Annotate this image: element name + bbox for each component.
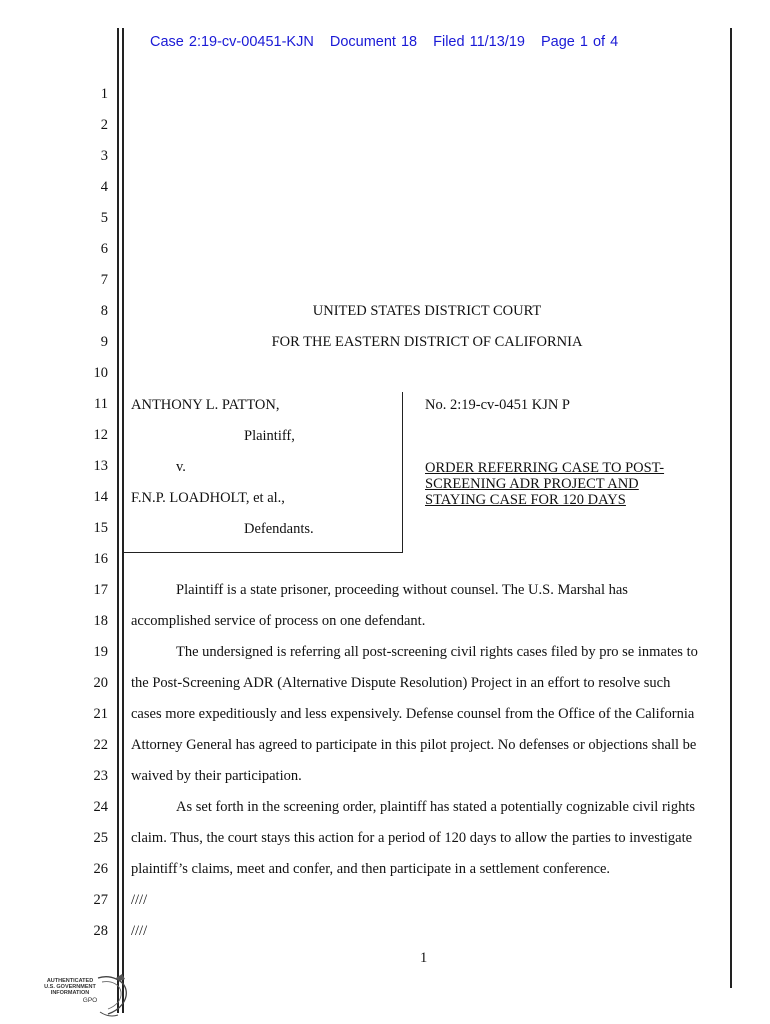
order-title-line: STAYING CASE FOR 120 DAYS [425, 492, 626, 508]
order-title [425, 460, 715, 508]
line-number: 24 [93, 799, 108, 815]
versus: v. [176, 459, 186, 475]
line-number: 17 [93, 582, 108, 598]
line-number: 4 [100, 179, 108, 195]
line-number: 16 [93, 551, 108, 567]
line-number: 27 [93, 892, 108, 908]
right-margin-rule [730, 28, 732, 988]
line-number: 10 [93, 365, 108, 381]
line-number: 9 [100, 334, 108, 350]
body-text-line: //// [131, 892, 148, 908]
line-number: 21 [93, 706, 108, 722]
line-number: 6 [100, 241, 108, 257]
defendant-role: Defendants. [244, 521, 314, 537]
line-number: 26 [93, 861, 108, 877]
body-text-line: accomplished service of process on one defendant. [131, 613, 426, 629]
filed-date: Filed 11/13/19 [433, 34, 525, 50]
plaintiff-name: ANTHONY L. PATTON, [131, 397, 280, 413]
gpo-line-1: AUTHENTICATED [46, 978, 94, 984]
plaintiff-role: Plaintiff, [244, 428, 295, 444]
defendant-name: F.N.P. LOADHOLT, et al., [131, 490, 285, 506]
order-title-line: SCREENING ADR PROJECT AND [425, 476, 639, 492]
body-text-line: As set forth in the screening order, plaintiff has stated a potentially cognizable civil rights [176, 799, 695, 815]
body-text-line: Plaintiff is a state prisoner, proceeding without counsel. The U.S. Marshal has [176, 582, 628, 598]
body-text-line: the Post-Screening ADR (Alternative Dispute Resolution) Project in an effort to resolve such [131, 675, 671, 691]
gpo-line-4: GPO [82, 997, 98, 1004]
line-number: 23 [93, 768, 108, 784]
document-number: Document 18 [329, 34, 418, 50]
page-count: Page 1 of 4 [540, 34, 619, 50]
order-title-line: ORDER REFERRING CASE TO POST- [425, 460, 665, 476]
line-number: 3 [100, 148, 108, 164]
court-name: UNITED STATES DISTRICT COURT [312, 303, 542, 319]
body-text-line: waived by their participation. [131, 768, 302, 784]
line-number: 18 [93, 613, 108, 629]
line-number: 7 [100, 272, 108, 288]
line-number: 13 [93, 458, 108, 474]
gpo-authentication-logo [40, 972, 135, 1020]
body-text-line: plaintiff’s claims, meet and confer, and then participate in a settlement conference. [131, 861, 611, 877]
case-id: Case 2:19-cv-00451-KJN [150, 34, 314, 50]
case-number: No. 2:19-cv-0451 KJN P [425, 397, 570, 413]
gpo-line-2: U.S. GOVERNMENT [44, 984, 96, 990]
page-number: 1 [420, 950, 428, 966]
left-margin-rule-inner [122, 28, 124, 1013]
line-number: 22 [93, 737, 108, 753]
body-text-line: The undersigned is referring all post-screening civil rights cases filed by pro se inmates to [176, 644, 698, 660]
line-number: 14 [93, 489, 108, 505]
body-text-line: //// [131, 923, 148, 939]
line-number: 28 [93, 923, 108, 939]
line-number: 2 [100, 117, 108, 133]
gpo-line-3: INFORMATION [50, 990, 90, 996]
left-margin-rule [117, 28, 119, 1013]
line-number: 1 [100, 86, 108, 102]
line-number: 11 [94, 396, 108, 412]
line-number: 20 [93, 675, 108, 691]
body-text-line: cases more expeditiously and less expensively. Defense counsel from the Office of the California [131, 706, 695, 722]
line-number: 25 [93, 830, 108, 846]
caption-divider [402, 392, 403, 553]
filing-header [150, 34, 629, 50]
line-number: 12 [93, 427, 108, 443]
line-number: 8 [100, 303, 108, 319]
court-district: FOR THE EASTERN DISTRICT OF CALIFORNIA [271, 334, 583, 350]
body-text-line: Attorney General has agreed to participate in this pilot project. No defenses or objections shall be [131, 737, 697, 753]
body-text-line: claim. Thus, the court stays this action for a period of 120 days to allow the parties to investigate [131, 830, 693, 846]
caption-underline [124, 552, 403, 553]
line-number: 15 [93, 520, 108, 536]
line-number: 19 [93, 644, 108, 660]
line-number: 5 [100, 210, 108, 226]
